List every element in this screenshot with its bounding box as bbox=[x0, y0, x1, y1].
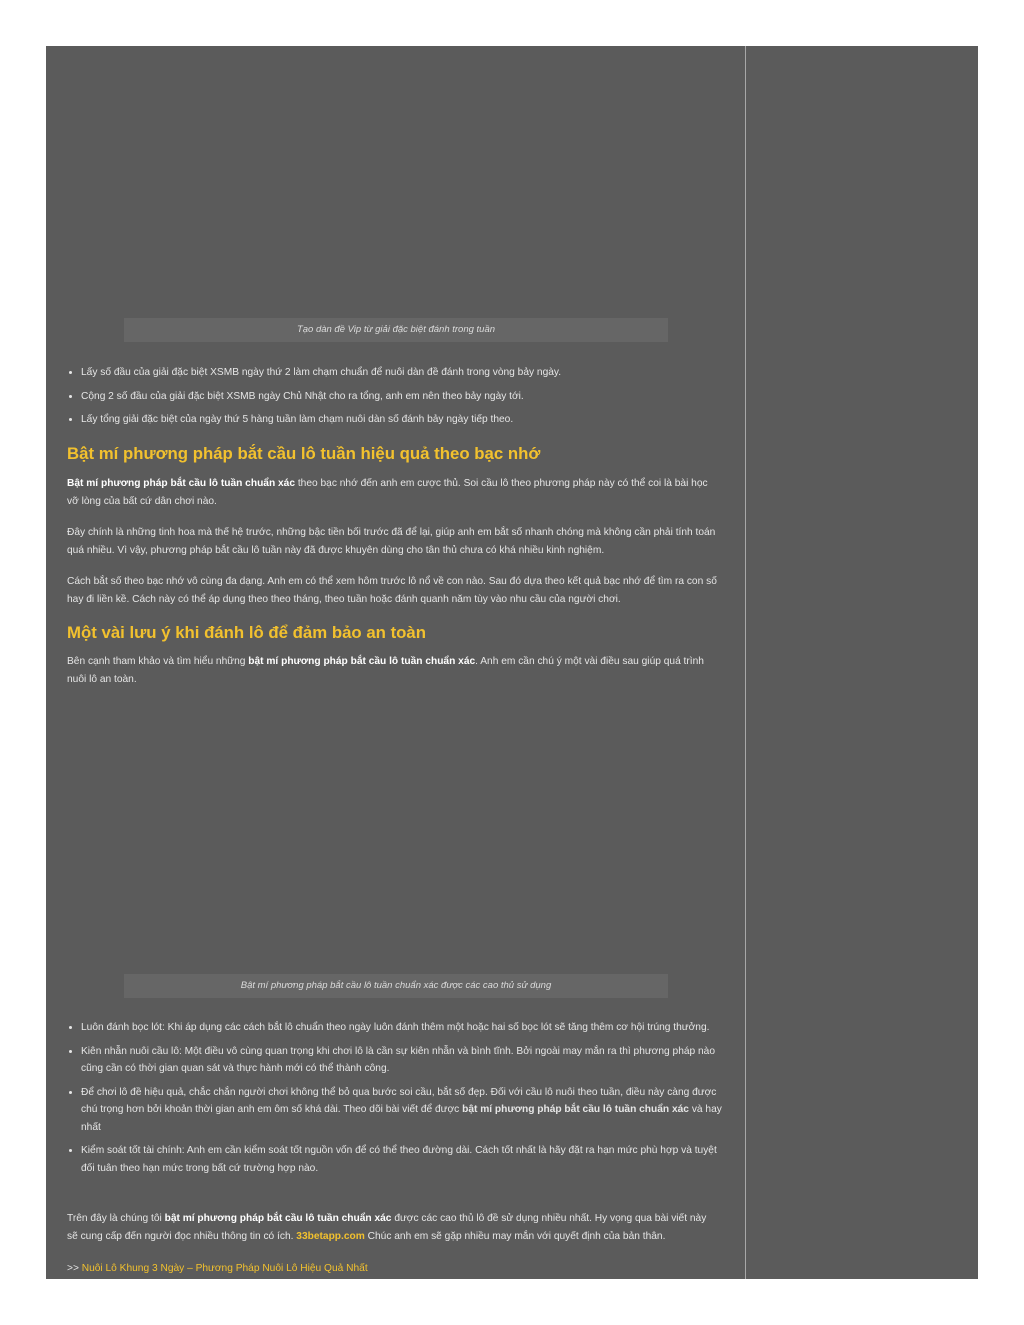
keyword-strong: bật mí phương pháp bắt cầu lô tuần chuẩn xác bbox=[164, 1213, 392, 1224]
tips-list-2 bbox=[67, 1019, 733, 1183]
page-frame bbox=[46, 46, 978, 1279]
list-item: • Cộng 2 số đầu của giải đặc biệt XSMB ngày Chủ Nhật cho ra tổng, anh em nên theo bảy ngày tới. bbox=[81, 388, 733, 406]
list-item: • Kiên nhẫn nuôi cầu lô: Một điều vô cùng quan trọng khi chơi lô là cần sự kiên nhẫn và bình tĩnh. Bởi ngoài may mắn ra thì phương pháp nào cũng cần có thời gian quan sát và thực hành mới có thể thành công. bbox=[81, 1043, 733, 1078]
list-item: • Luôn đánh bọc lót: Khi áp dụng các cách bắt lô chuẩn theo ngày luôn đánh thêm một hoặc hai số bọc lót sẽ tăng thêm cơ hội trúng thưởng. bbox=[81, 1019, 733, 1037]
list-item-text: và hay nhất bbox=[81, 1104, 722, 1133]
conclusion-paragraph bbox=[67, 1210, 719, 1245]
paragraph-text: được các cao thủ lô đề sử dụng nhiều nhất. Hy vọng qua bài viết này sẽ cung cấp đến người đọc nhiều thông tin có ích. bbox=[67, 1213, 707, 1242]
paragraph-text: Bên cạnh tham khảo và tìm hiểu những bbox=[67, 656, 249, 667]
paragraph bbox=[67, 475, 719, 510]
image-caption-2: Bật mí phương pháp bắt cầu lô tuần chuẩn xác được các cao thủ sử dụng bbox=[124, 974, 668, 998]
article-image-1 bbox=[124, 46, 668, 318]
list-item: • Kiểm soát tốt tài chính: Anh em cần kiểm soát tốt nguồn vốn để có thể theo đường dài. Cách tốt nhất là hãy đặt ra hạn mức phù hợp và tuyệt đối tuân theo hạn mức trong bất cứ trường hợp nào. bbox=[81, 1142, 733, 1177]
list-item: • Lấy số đầu của giải đặc biệt XSMB ngày thứ 2 làm chạm chuẩn để nuôi dàn đề đánh trong vòng bảy ngày. bbox=[81, 364, 733, 382]
keyword-strong: bật mí phương pháp bắt cầu lô tuần chuẩn xác bbox=[462, 1104, 689, 1115]
paragraph-text: Chúc anh em sẽ gặp nhiều may mắn với quyết định của bản thân. bbox=[364, 1230, 666, 1242]
list-item-text: Để chơi lô đề hiệu quả, chắc chắn người chơi không thể bỏ qua bước soi cầu, bắt số đẹp. Đối với cầu lô nuôi theo tuần, điều này càng được chú trọng hơn bởi khoản thời gian anh em ôm số khá dài. Theo dõi bài viết để được bbox=[81, 1086, 717, 1115]
image-caption-1: Tạo dàn đề Vip từ giải đặc biệt đánh trong tuần bbox=[124, 318, 668, 342]
sidebar bbox=[746, 46, 978, 1279]
list-item: • Lấy tổng giải đặc biệt của ngày thứ 5 hàng tuần làm chạm nuôi dàn số đánh bảy ngày tiếp theo. bbox=[81, 411, 733, 429]
site-link[interactable]: 33betapp.com bbox=[296, 1230, 365, 1242]
related-post-link[interactable]: Nuôi Lô Khung 3 Ngày – Phương Pháp Nuôi Lô Hiệu Quả Nhất bbox=[81, 1263, 368, 1274]
keyword-strong: Bật mí phương pháp bắt cầu lô tuần chuẩn xác bbox=[67, 478, 296, 489]
keyword-strong: bật mí phương pháp bắt cầu lô tuần chuẩn xác bbox=[248, 656, 476, 667]
paragraph-text: . Anh em cần chú ý một vài điều sau giúp quá trình nuôi lô an toàn. bbox=[67, 656, 704, 685]
section-heading-luu-y: Một vài lưu ý khi đánh lô để đảm bảo an toàn bbox=[67, 623, 427, 642]
section-heading-bac-nho: Bật mí phương pháp bắt cầu lô tuần hiệu quả theo bạc nhớ bbox=[67, 444, 541, 463]
paragraph-text: Trên đây là chúng tôi bbox=[67, 1213, 165, 1224]
tips-list-1 bbox=[67, 364, 733, 435]
related-post bbox=[67, 1260, 719, 1278]
related-prefix: >> bbox=[67, 1263, 82, 1274]
paragraph bbox=[67, 653, 719, 688]
paragraph: Đây chính là những tinh hoa mà thế hệ trước, những bậc tiền bối trước đã để lại, giúp anh em bắt số nhanh chóng mà không cần phải tính toán quá nhiều. Vì vậy, phương pháp bắt cầu lô tuần này đã được khuyên dùng cho tân thủ chưa có khá nhiều kinh nghiệm. bbox=[67, 527, 716, 556]
article-image-2 bbox=[124, 696, 668, 974]
list-item bbox=[81, 1084, 733, 1137]
article-content bbox=[46, 46, 745, 1279]
paragraph: Cách bắt số theo bạc nhớ vô cùng đa dạng. Anh em có thể xem hôm trước lô nổ về con nào. Sau đó dựa theo kết quả bạc nhớ để tìm ra con số hay đi liền kề. Cách này có thể áp dụng theo theo tháng, theo tuần hoặc đánh quanh năm tùy vào nhu cầu của người chơi. bbox=[67, 576, 717, 605]
paragraph-text: theo bạc nhớ đến anh em cược thủ. Soi cầu lô theo phương pháp này có thể coi là bài học vỡ lòng của bất cứ dân chơi nào. bbox=[67, 478, 708, 507]
